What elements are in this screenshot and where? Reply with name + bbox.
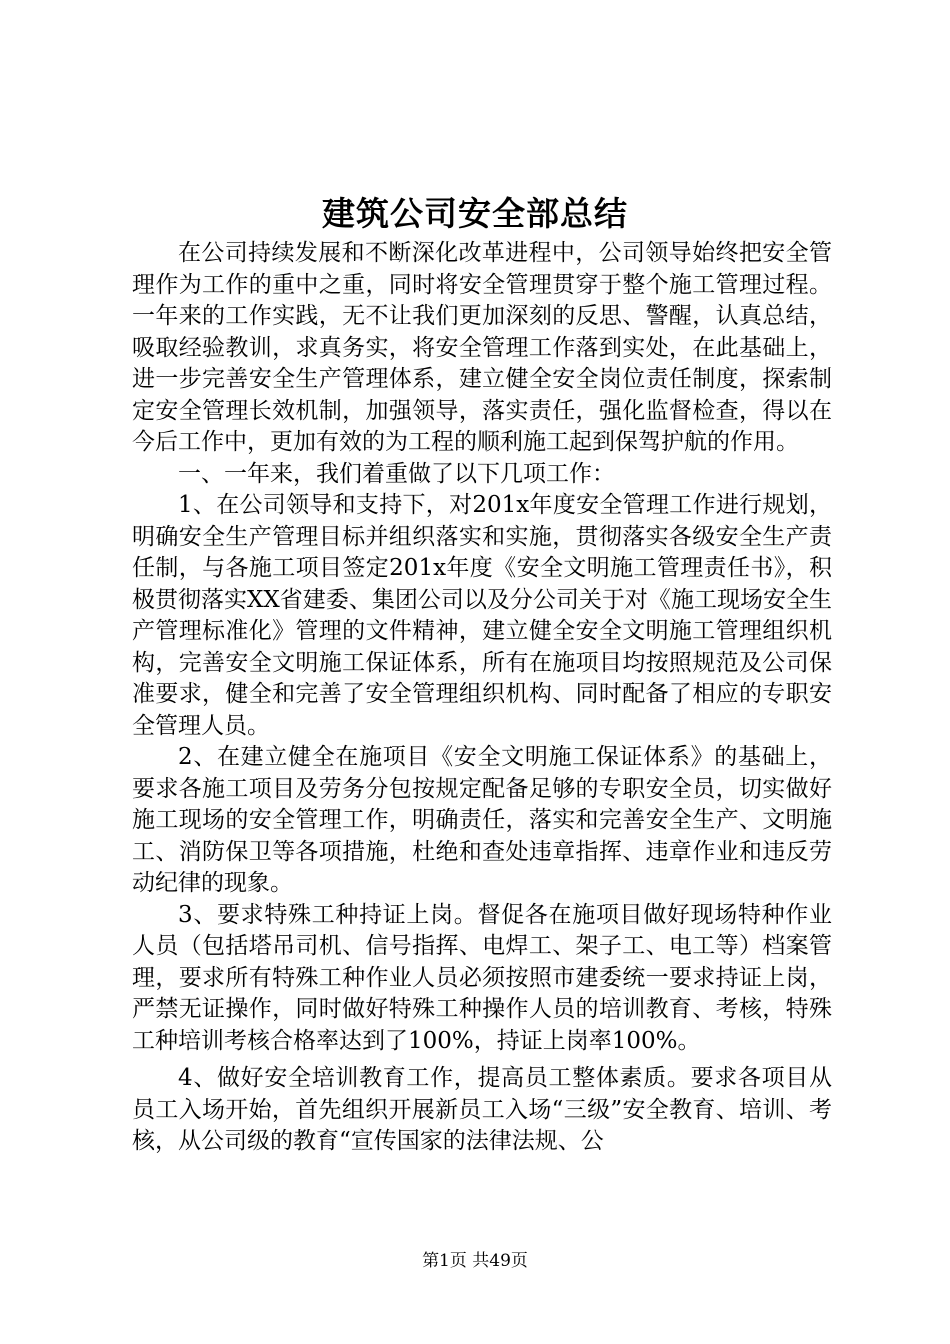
paragraph-intro: 在公司持续发展和不断深化改革进程中，公司领导始终把安全管理作为工作的重中之重，同时将安全管理贯穿于整个施工管理过程。一年来的工作实践，无不让我们更加深刻的反思、警醒，认真总结，吸取经验教训，求真务实，将安全管理工作落到实处，在此基础上，进一步完善安全生产管理体系，建立健全安全岗位责任制度，探索制定安全管理长效机制，加强领导，落实责任，强化监督检查，得以在今后工作中，更加有效的为工程的顺利施工起到保驾护航的作用。 <box>132 240 832 455</box>
paragraph-section-heading: 一、一年来，我们着重做了以下几项工作： <box>178 460 615 487</box>
paragraph-item-2: 2、在建立健全在施项目《安全文明施工保证体系》的基础上，要求各施工项目及劳务分包按规定配备足够的专职安全员，切实做好施工现场的安全管理工作，明确责任，落实和完善安全生产、文明施工、消防保卫等各项措施，杜绝和查处违章指挥、违章作业和违反劳动纪律的现象。 <box>132 744 832 896</box>
document-title: 建筑公司安全部总结 <box>322 194 628 233</box>
page-footer: 第1页 共49页 <box>422 1251 528 1271</box>
document-body <box>132 238 832 1158</box>
paragraph-item-4: 4、做好安全培训教育工作，提高员工整体素质。要求各项目从员工入场开始，首先组织开展新员工入场“三级”安全教育、培训、考核，从公司级的教育“宣传国家的法律法规、公 <box>132 1065 832 1154</box>
paragraph-item-1: 1、在公司领导和支持下，对201x年度安全管理工作进行规划，明确安全生产管理目标并组织落实和实施，贯彻落实各级安全生产责任制，与各施工项目签定201x年度《安全文明施工管理责任书》，积极贯彻落实XX省建委、集团公司以及分公司关于对《施工现场安全生产管理标准化》管理的文件精神，建立健全安全文明施工管理组织机构，完善安全文明施工保证体系，所有在施项目均按照规范及公司保准要求，健全和完善了安全管理组织机构、同时配备了相应的专职安全管理人员。 <box>132 492 832 739</box>
paragraph-item-3: 3、要求特殊工种持证上岗。督促各在施项目做好现场特种作业人员（包括塔吊司机、信号指挥、电焊工、架子工、电工等）档案管理，要求所有特殊工种作业人员必须按照市建委统一要求持证上岗，严禁无证操作，同时做好特殊工种操作人员的培训教育、考核，特殊工种培训考核合格率达到了100%，持证上岗率100%。 <box>132 901 832 1054</box>
